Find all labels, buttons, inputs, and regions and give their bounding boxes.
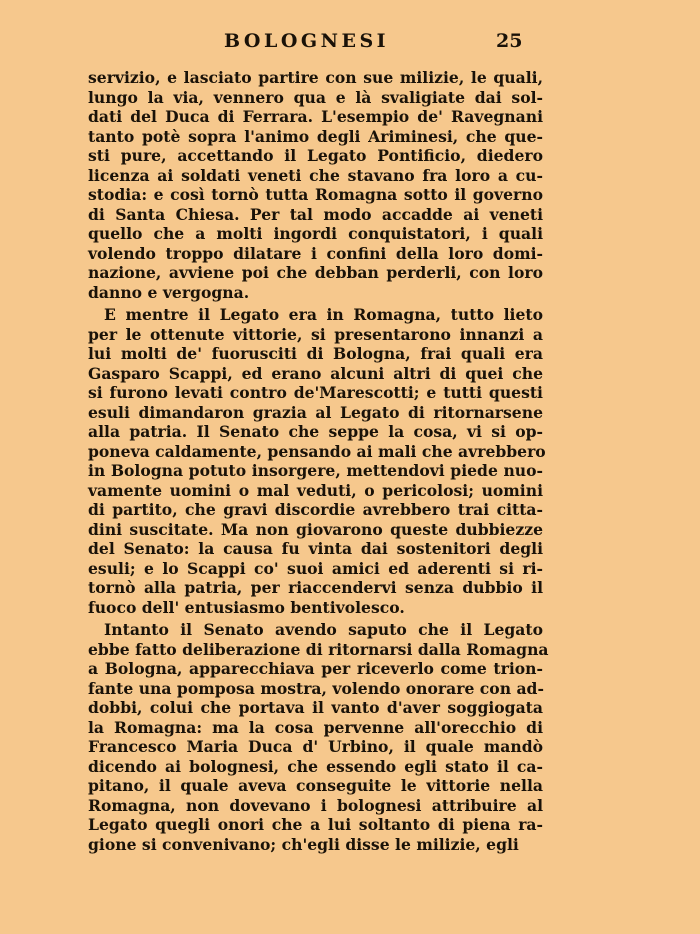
text-line: stodia: e così tornò tutta Romagna sotto il governo xyxy=(88,185,543,204)
page-number: 25 xyxy=(496,30,523,52)
text-line: gione si convenivano; ch'egli disse le milizie, egli xyxy=(88,834,519,854)
text-line: quello che a molti ingordi conquistatori, i quali xyxy=(88,224,543,243)
text-line: vamente uomini o mal veduti, o pericolosi; uomini xyxy=(88,480,543,500)
text-line: volendo troppo dilatare i confini della loro domi- xyxy=(88,243,543,263)
text-line: licenza ai soldati veneti che stavano fra loro a cu- xyxy=(88,165,543,185)
text-line: esuli dimandaron grazia al Legato di ritornarsene xyxy=(88,402,543,422)
text-line: servizio, e lasciato partire con sue milizie, le quali, xyxy=(88,68,543,87)
text-line: pitano, il quale aveva conseguite le vittorie nella xyxy=(88,776,543,795)
text-line: la Romagna: ma la cosa pervenne all'orecchio di xyxy=(88,717,543,737)
text-line: di Santa Chiesa. Per tal modo accadde ai veneti xyxy=(88,204,543,224)
text-line: sti pure, accettando il Legato Pontificio, diedero xyxy=(88,146,543,165)
text-line: nazione, avviene poi che debban perderli, con loro xyxy=(88,263,543,282)
text-line: tanto potè sopra l'animo degli Ariminesi, che que- xyxy=(88,126,543,146)
text-line: a Bologna, apparecchiava per riceverlo come trion- xyxy=(88,659,543,678)
text-line: Legato quegli onori che a lui soltanto di piena ra- xyxy=(88,815,543,834)
text-line: lui molti de' fuorusciti di Bologna, frai quali era xyxy=(88,344,543,363)
text-line: in Bologna potuto insorgere, mettendovi piede nuo- xyxy=(88,461,543,480)
text-line: del Senato: la causa fu vinta dai sostenitori degli xyxy=(88,539,543,558)
text-line: Romagna, non dovevano i bolognesi attribuire al xyxy=(88,795,543,815)
text-line: fuoco dell' entusiasmo bentivolesco. xyxy=(88,597,405,617)
text-line: poneva caldamente, pensando ai mali che avrebbero xyxy=(88,441,546,461)
text-line: E mentre il Legato era in Romagna, tutto lieto xyxy=(104,305,543,324)
text-line: dini suscitate. Ma non giovarono queste dubbiezze xyxy=(88,519,543,539)
body-text xyxy=(88,68,549,854)
text-line: Gasparo Scappi, ed erano alcuni altri di quei che xyxy=(88,363,543,383)
running-title: BOLOGNESI xyxy=(224,30,390,52)
text-line: dicendo ai bolognesi, che essendo egli stato il ca- xyxy=(88,756,543,776)
page-header xyxy=(0,30,700,56)
paragraph xyxy=(88,305,546,617)
text-line: ebbe fatto deliberazione di ritornarsi dalla Romagna xyxy=(88,639,549,659)
text-line: Francesco Maria Duca d' Urbino, il quale mandò xyxy=(88,737,543,756)
text-line: per le ottenute vittorie, si presentarono innanzi a xyxy=(88,324,543,344)
text-line: dati del Duca di Ferrara. L'esempio de' Ravegnani xyxy=(88,107,543,126)
text-line: dobbi, colui che portava il vanto d'aver soggiogata xyxy=(88,698,543,717)
text-line: tornò alla patria, per riaccendervi senza dubbio il xyxy=(88,578,543,597)
text-line: Intanto il Senato avendo saputo che il Legato xyxy=(104,620,543,639)
paragraph xyxy=(88,68,543,302)
text-line: esuli; e lo Scappi co' suoi amici ed aderenti si ri- xyxy=(88,558,543,578)
paragraph xyxy=(88,620,549,854)
text-line: lungo la via, vennero qua e là svaligiate dai sol- xyxy=(88,87,543,107)
text-line: fante una pomposa mostra, volendo onorare con ad- xyxy=(88,678,544,698)
text-line: di partito, che gravi discordie avrebbero trai citta- xyxy=(88,500,543,519)
text-line: danno e vergogna. xyxy=(88,282,250,302)
text-line: alla patria. Il Senato che seppe la cosa, vi si op- xyxy=(88,422,543,441)
text-line: si furono levati contro de'Marescotti; e tutti questi xyxy=(88,383,543,402)
